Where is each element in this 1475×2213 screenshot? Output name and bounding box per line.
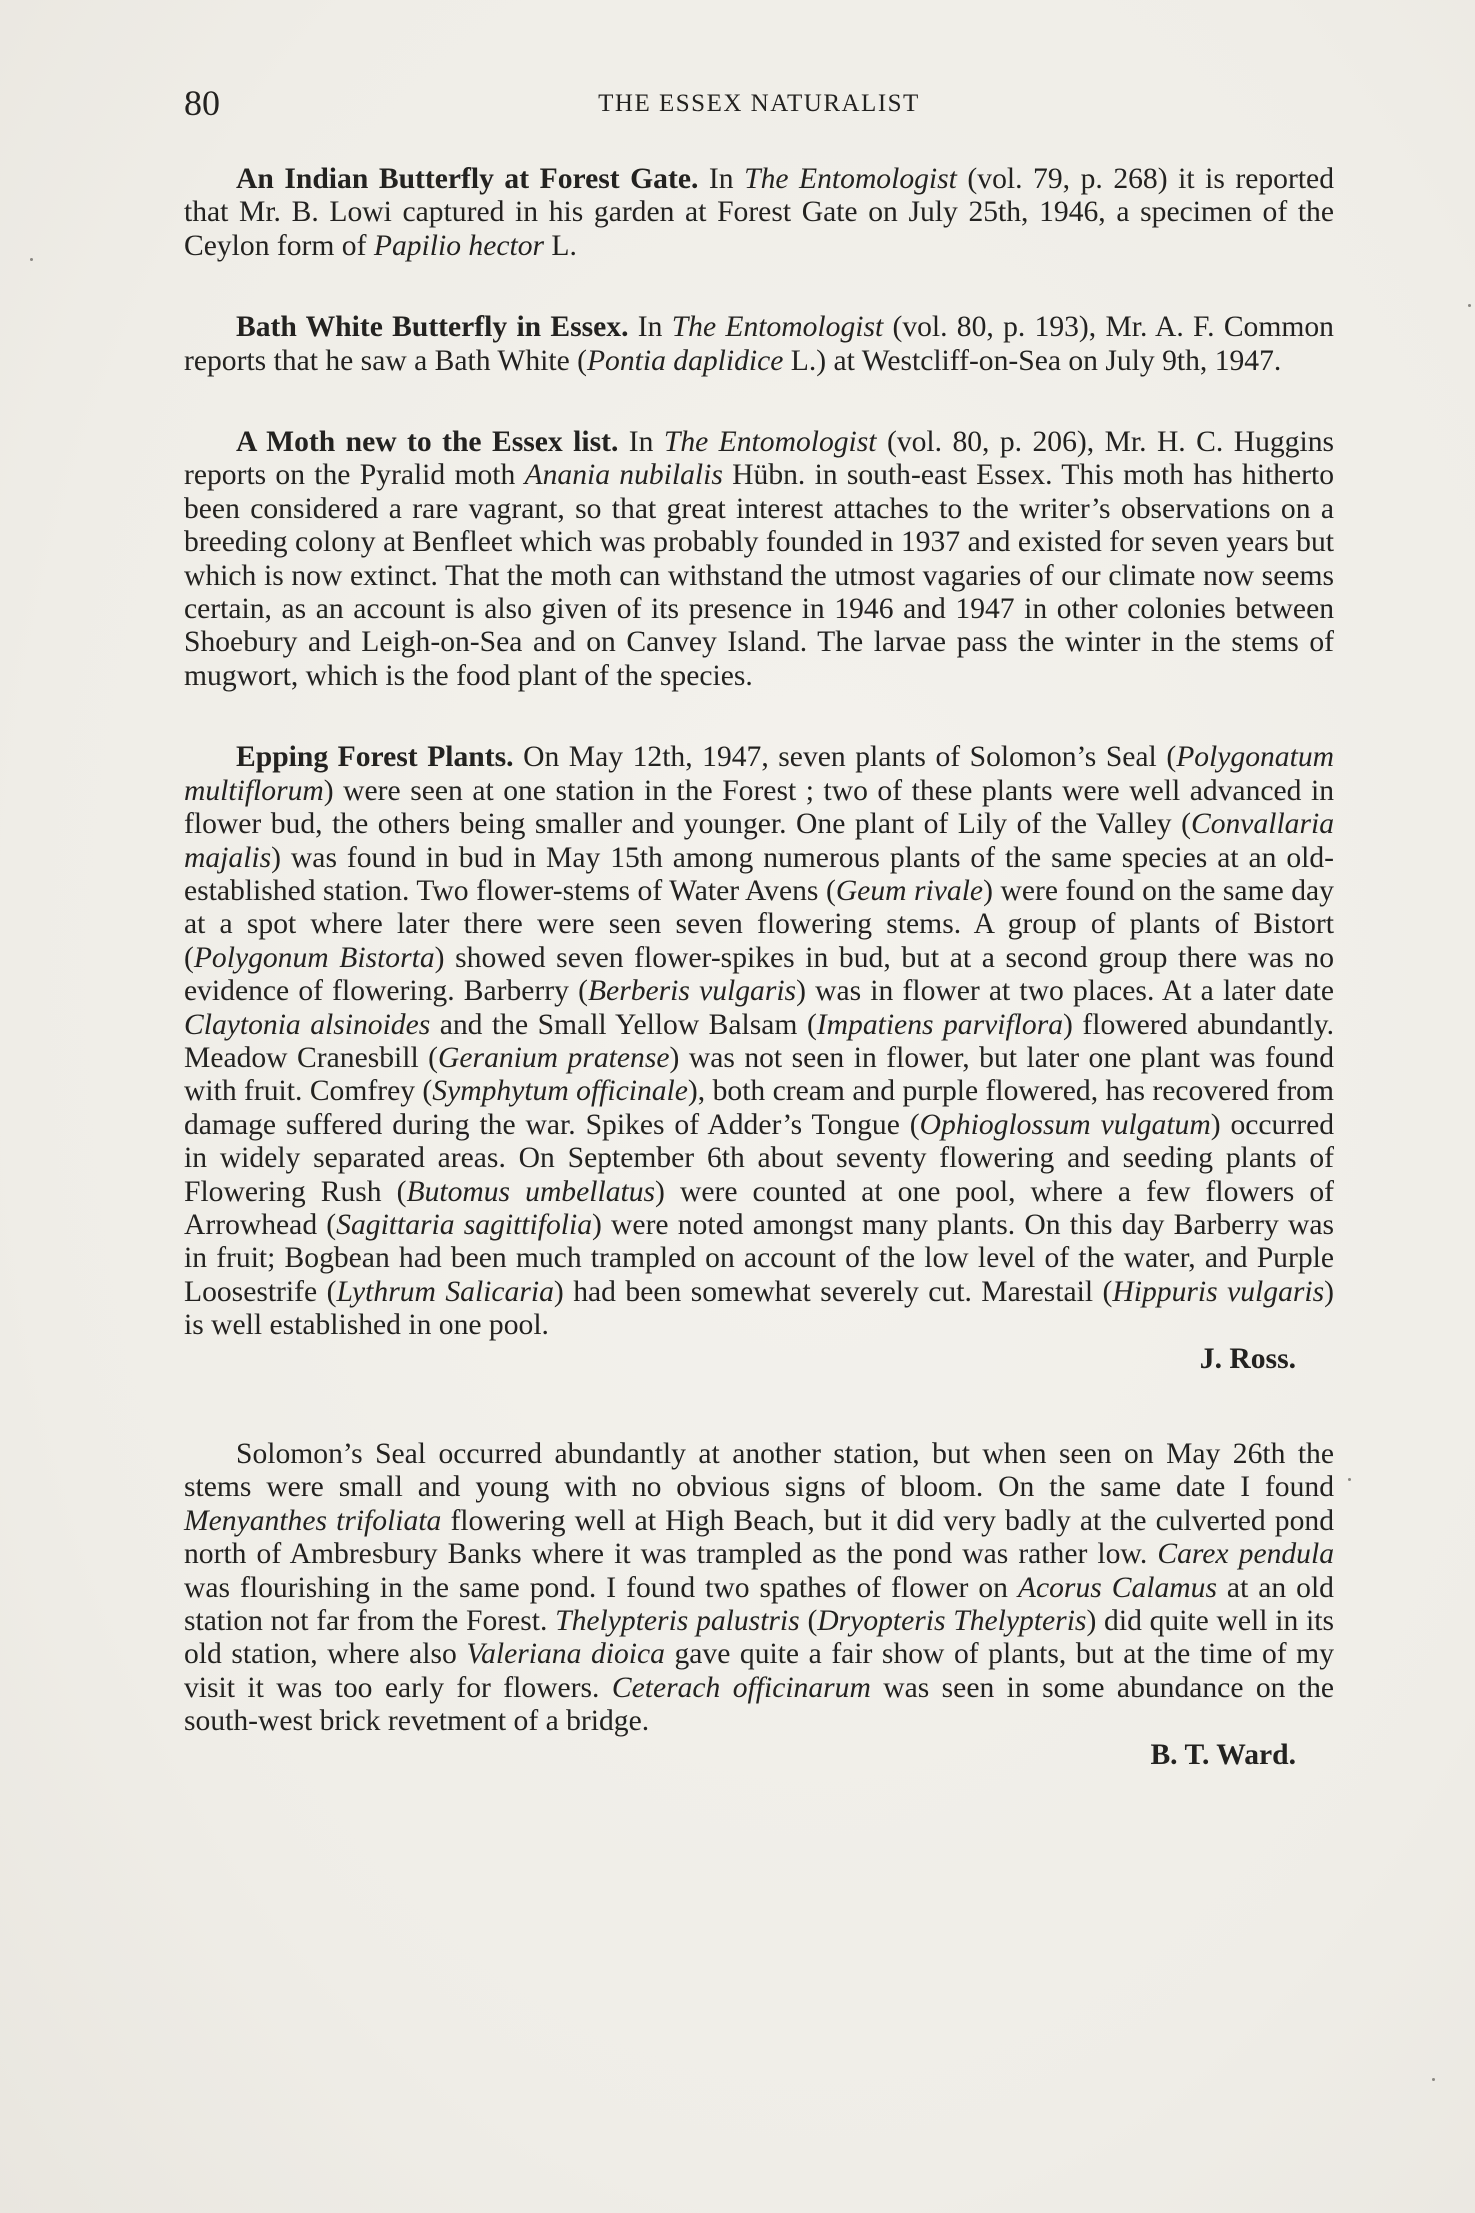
text-run: and the Small Yellow Balsam ( <box>430 1008 817 1041</box>
species-name: Papilio hector <box>373 229 545 262</box>
running-title: THE ESSEX NATURALIST <box>598 90 920 117</box>
signature-ward: B. T. Ward. <box>1150 1738 1296 1771</box>
article-heading: An Indian Butterfly at Forest Gate. <box>236 163 699 195</box>
species-name: Convallaria majalis <box>184 808 1334 874</box>
article-moth-new <box>184 426 1334 693</box>
text-run: gave quite a fair show of plants, but at the time of my visit it was too early for flowers. <box>184 1638 1334 1704</box>
article-bath-white <box>184 311 1334 378</box>
species-name: Hippuris vulgaris <box>1112 1275 1325 1308</box>
article-body <box>184 741 1334 1341</box>
text-run: On May 12th, 1947, seven plants of Solomon’s Seal ( <box>513 741 1177 774</box>
text-run: L.) at Westcliff-on-Sea on July 9th, 1947. <box>783 344 1282 377</box>
species-name: Thelypteris palustris <box>555 1605 800 1638</box>
text-run: In <box>628 311 672 344</box>
article-heading: Epping Forest Plants. <box>236 741 514 774</box>
species-name: Anania nubilalis <box>524 459 723 492</box>
paper-speck <box>1432 2078 1435 2081</box>
text-run: In <box>618 426 664 459</box>
text-run: flowering well at High Beach, but it did very badly at the culverted pond north of Ambresbury Banks where it was trampled as the pond was rather low. <box>184 1504 1334 1571</box>
article-heading: Bath White Butterfly in Essex. <box>236 311 629 344</box>
body-text <box>184 163 1334 1772</box>
text-run: In <box>698 163 745 195</box>
species-name: The Entomologist <box>744 163 957 195</box>
text-run: (vol. 79, p. 268) it is reported that Mr. B. Lowi captured in his garden at Forest Gate on July 25th, 1946, a specimen of the Ceylon form of <box>184 163 1334 262</box>
article-body <box>184 1438 1334 1737</box>
article-heading: A Moth new to the Essex list. <box>236 426 619 459</box>
species-name: Impatiens parviflora <box>816 1008 1064 1041</box>
species-name: Lythrum Salicaria <box>336 1275 554 1308</box>
species-name: Polygonatum multiflorum <box>184 741 1334 807</box>
text-run: ) flowered abundantly. Meadow Cranesbill ( <box>184 1008 1335 1074</box>
text-run: ) were noted amongst many plants. On this day Barberry was in fruit; Bogbean had been much trampled on account of the low level of the water, and Purple Loosestrife ( <box>184 1208 1334 1308</box>
article-solomons-seal <box>184 1438 1334 1739</box>
paper-speck <box>1468 304 1471 307</box>
text-run: ), both cream and purple flowered, has recovered from damage suffered during the war. Spikes of Adder’s Tongue ( <box>184 1075 1334 1141</box>
species-name: Carex pendula <box>1157 1538 1334 1571</box>
text-run: ) showed seven flower-spikes in bud, but at a second group there was no evidence of flowering. Barberry ( <box>184 941 1334 1008</box>
text-run: at an old station not far from the Forest. <box>184 1571 1334 1638</box>
species-name: Claytonia alsinoides <box>184 1008 431 1041</box>
text-run: was flourishing in the same pond. I found two spathes of flower on <box>184 1571 1018 1604</box>
paper-speck <box>1348 1478 1351 1481</box>
text-run: ) was in flower at two places. At a later date <box>796 975 1334 1008</box>
text-run: ) were seen at one station in the Forest ; two of these plants were well advanced in flower bud, the others being smaller and younger. One plant of Lily of the Valley ( <box>184 774 1334 841</box>
text-run: (vol. 80, p. 193), Mr. A. F. Common reports that he saw a Bath White ( <box>184 311 1334 377</box>
species-name: Symphytum officinale <box>432 1075 688 1108</box>
species-name: Polygonum Bistorta <box>193 941 435 974</box>
species-name: Sagittaria sagittifolia <box>336 1208 593 1241</box>
species-name: Ceterach officinarum <box>611 1671 871 1704</box>
text-run: (vol. 80, p. 206), Mr. H. C. Huggins reports on the Pyralid moth <box>184 426 1335 492</box>
species-name: Ophioglossum vulgatum <box>919 1108 1211 1141</box>
species-name: The Entomologist <box>663 426 877 459</box>
species-name: Pontia daplidice <box>586 344 784 377</box>
text-run: ) were found on the same day at a spot where later there were seen seven flowering stems. A group of plants of Bistort ( <box>184 874 1334 974</box>
species-name: Geranium pratense <box>438 1041 670 1074</box>
text-run: ) occurred in widely separated areas. On September 6th about seventy flowering and seeding plants of Flowering Rush ( <box>184 1108 1334 1208</box>
article-indian-butterfly <box>184 163 1334 263</box>
species-name: Acorus Calamus <box>1017 1571 1217 1604</box>
species-name: Berberis vulgaris <box>587 975 797 1008</box>
page-header <box>184 82 1334 132</box>
article-body <box>184 426 1334 692</box>
text-run: ( <box>799 1605 818 1638</box>
text-run: L. <box>544 229 577 262</box>
text-run: ) is well established in one pool. <box>184 1275 1334 1342</box>
paper-speck <box>30 258 33 261</box>
text-run: ) were counted at one pool, where a few flowers of Arrowhead ( <box>184 1175 1335 1241</box>
species-name: The Entomologist <box>671 311 884 344</box>
text-run: ) did quite well in its old station, where also <box>184 1605 1334 1671</box>
species-name: Valeriana dioica <box>466 1638 665 1671</box>
text-run: was seen in some abundance on the south-west brick revetment of a bridge. <box>184 1671 1334 1738</box>
text-run: Hübn. in south-east Essex. This moth has hitherto been considered a rare vagrant, so that great interest attaches to the writer’s observations on a breeding colony at Benfleet which was probably founded in 1937 and existed for seven years but which is now extinct. That the moth can withstand the utmost vagaries of our climate now seems certain, as an account is also given of its presence in 1946 and 1947 in other colonies between Shoebury and Leigh-on-Sea and on Canvey Island. The larvae pass the winter in the stems of mugwort, which is the food plant of the species. <box>184 459 1334 692</box>
text-run: ) was found in bud in May 15th among numerous plants of the same species at an old-established station. Two flower-stems of Water Avens ( <box>184 841 1334 907</box>
text-run: Solomon’s Seal occurred abundantly at another station, but when seen on May 26th the stems were small and young with no obvious signs of bloom. On the same date I found <box>184 1438 1334 1504</box>
article-epping-forest-plants <box>184 741 1334 1342</box>
species-name: Geum rivale <box>835 874 984 907</box>
species-name: Menyanthes trifoliata <box>184 1504 442 1537</box>
page-number: 80 <box>184 83 220 123</box>
signature-ross: J. Ross. <box>1199 1342 1296 1375</box>
species-name: Butomus umbellatus <box>406 1175 656 1208</box>
species-name: Dryopteris Thelypteris <box>817 1605 1087 1638</box>
text-run: ) had been somewhat severely cut. Marestail ( <box>553 1275 1113 1308</box>
text-run: ) was not seen in flower, but later one plant was found with fruit. Comfrey ( <box>184 1041 1335 1108</box>
